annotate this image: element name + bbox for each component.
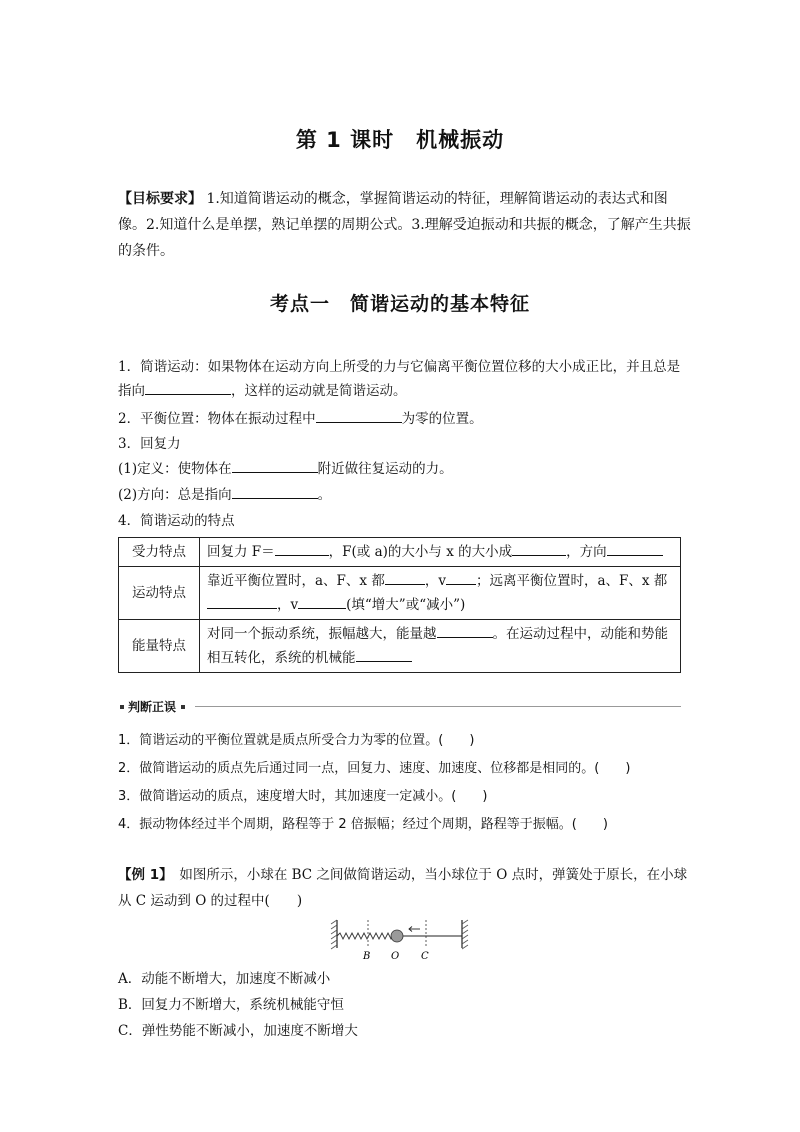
judge-item: 1．简谐运动的平衡位置就是质点所受合力为零的位置。( ) (118, 733, 475, 748)
goals-text: 1.知道简谐运动的概念，掌握简谐运动的特征，理解简谐运动的表达式和图像。2.知道什么是单摆，熟记单摆的周期公式。3.理解受迫振动和共振的概念，了解产生共振的条件。 (118, 191, 691, 259)
fill-blank[interactable] (512, 541, 566, 556)
label-o: O (391, 951, 400, 962)
fill-blank[interactable] (607, 541, 663, 556)
fill-blank[interactable] (207, 594, 277, 609)
left-wall-hatch (331, 920, 337, 949)
row-key: 能量特点 (119, 620, 200, 673)
example-text: 如图所示，小球在 BC 之间做简谐运动，当小球位于 O 点时，弹簧处于原长，在小球从 C 运动到 O 的过程中( ) (118, 867, 688, 909)
cell-text: 。在运动过程中，动能和势能相互转化，系统的机械能 (207, 626, 668, 666)
cell-text: ，v (424, 573, 446, 589)
bullet-square-icon (120, 705, 124, 709)
fill-blank[interactable] (446, 570, 476, 585)
point-2-text-b: 为零的位置。 (401, 411, 483, 427)
lesson-title: 第 1 课时 机械振动 (295, 128, 505, 152)
example-stem (118, 862, 693, 914)
option-a[interactable]: A．动能不断增大，加速度不断减小 (118, 971, 331, 987)
bullet-square-icon (181, 705, 185, 709)
point-1-text-a: 1．简谐运动：如果物体在运动方向上所受的力与它偏离平衡位置位移的大小成正比，并且总是指向 (118, 359, 681, 399)
section-title: 考点一 简谐运动的基本特征 (269, 293, 530, 315)
spring-ball-figure (327, 918, 477, 962)
divider (118, 706, 681, 707)
fill-blank[interactable] (316, 408, 402, 423)
table-row (119, 620, 681, 673)
fill-blank[interactable] (275, 541, 329, 556)
point-3-definition (118, 457, 688, 481)
point-3-2-text-b: 。 (317, 487, 332, 503)
point-3-1-text-b: 附近做往复运动的力。 (317, 461, 453, 477)
point-3-2-text-a: (2)方向：总是指向 (118, 487, 232, 503)
point-3-1-text-a: (1)定义：使物体在 (118, 461, 232, 477)
fill-blank[interactable] (356, 647, 412, 662)
characteristics-table (118, 537, 681, 673)
judge-heading-text: 判断正误 (128, 700, 177, 714)
goals-tag: 【目标要求】 (118, 191, 202, 207)
point-4: 4．简谐运动的特点 (118, 513, 235, 529)
example-tag: 【例 1】 (118, 867, 166, 883)
fill-blank[interactable] (232, 484, 318, 499)
cell-text: 回复力 F＝ (207, 544, 275, 560)
table-row (119, 567, 681, 620)
judge-item: 3．做简谐运动的质点，速度增大时，其加速度一定减小。( ) (118, 789, 488, 804)
spring (337, 933, 394, 939)
learning-goals (118, 186, 693, 264)
label-c: C (421, 951, 429, 962)
judge-item: 2．做简谐运动的质点先后通过同一点，回复力、速度、加速度、位移都是相同的。( ) (118, 761, 631, 776)
row-key: 运动特点 (119, 567, 200, 620)
judge-heading (118, 697, 195, 717)
point-3: 3．回复力 (118, 436, 181, 452)
table-row (119, 538, 681, 567)
fill-blank[interactable] (385, 570, 425, 585)
row-content (200, 567, 681, 620)
row-content (200, 538, 681, 567)
cell-text: ；远离平衡位置时，a、F、x 都 (475, 573, 668, 589)
point-3-direction (118, 483, 688, 507)
point-2-text-a: 2．平衡位置：物体在振动过程中 (118, 411, 316, 427)
judge-section-header (118, 697, 681, 717)
option-c[interactable]: C．弹性势能不断减小，加速度不断增大 (118, 1023, 358, 1039)
row-content (200, 620, 681, 673)
fill-blank[interactable] (437, 623, 493, 638)
point-1-text-b: ，这样的运动就是简谐运动。 (231, 383, 407, 399)
judge-item: 4．振动物体经过半个周期，路程等于 2 倍振幅；经过个周期，路程等于振幅。( ) (118, 817, 608, 832)
fill-blank[interactable] (298, 594, 346, 609)
cell-text: ，F(或 a)的大小与 x 的大小成 (328, 544, 513, 560)
cell-text: 靠近平衡位置时，a、F、x 都 (207, 573, 385, 589)
fill-blank[interactable] (145, 380, 231, 395)
cell-text: ，方向 (566, 544, 607, 560)
right-wall-hatch (462, 920, 468, 949)
row-key: 受力特点 (119, 538, 200, 567)
cell-text: ，v (277, 597, 299, 613)
fill-blank[interactable] (232, 458, 318, 473)
cell-text: 对同一个振动系统，振幅越大，能量越 (207, 626, 437, 642)
label-b: B (363, 951, 371, 962)
option-b[interactable]: B．回复力不断增大，系统机械能守恒 (118, 997, 344, 1013)
point-1 (118, 355, 688, 403)
cell-text: (填“增大”或“减小”) (346, 597, 466, 613)
point-2 (118, 407, 688, 431)
ball (391, 930, 403, 942)
